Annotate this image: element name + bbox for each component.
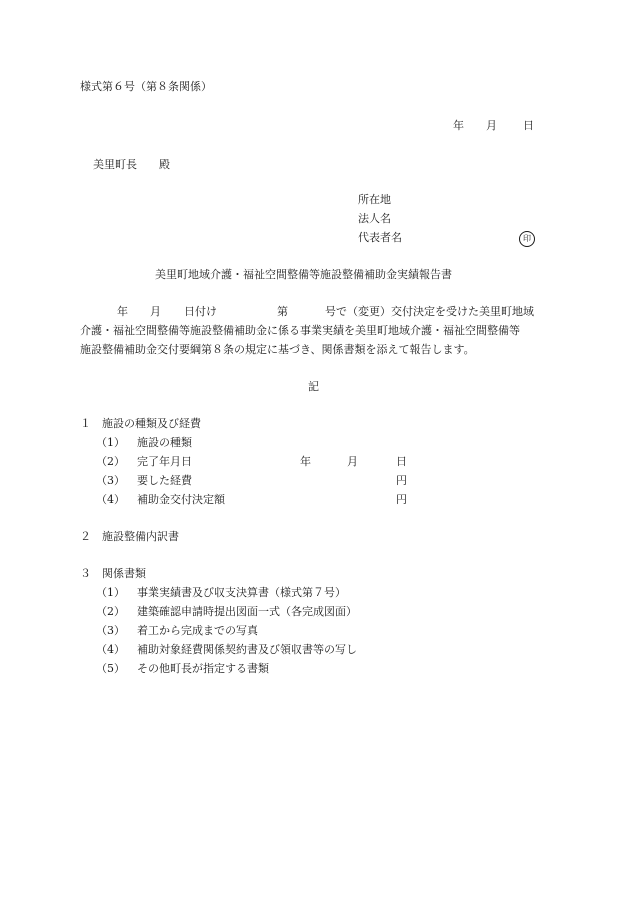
ki-heading: 記: [308, 380, 319, 393]
completion-year: 年: [300, 455, 311, 468]
addressee: 美里町長 殿: [93, 158, 170, 171]
body-line1-rest: 号で（変更）交付決定を受けた美里町地域: [325, 305, 534, 318]
body-year: 年: [117, 305, 128, 318]
section-2-number: ２: [80, 530, 91, 543]
section-1-item-3-label: 要した経費: [137, 474, 192, 487]
section-3-item-5-label: その他町長が指定する書類: [137, 662, 269, 675]
section-1-item-4-num: （4）: [96, 493, 125, 506]
body-day-dated: 日付け: [184, 305, 217, 318]
address-label: 所在地: [358, 193, 391, 206]
body-number-prefix: 第: [277, 305, 288, 318]
section-3-item-5-num: （5）: [96, 662, 125, 675]
corporation-label: 法人名: [358, 212, 391, 225]
section-1-title: 施設の種類及び経費: [102, 417, 201, 430]
body-line-3: 施設整備補助金交付要綱第８条の規定に基づき、関係書類を添えて報告します。: [80, 343, 475, 356]
section-3-item-1-label: 事業実績書及び収支決算書（様式第７号）: [137, 586, 346, 599]
section-3-item-1-num: （1）: [96, 586, 125, 599]
subsidy-yen-unit: 円: [396, 493, 407, 506]
completion-month: 月: [347, 455, 358, 468]
document-title: 美里町地域介護・福祉空間整備等施設整備補助金実績報告書: [155, 268, 452, 281]
section-1-item-1-num: （1）: [96, 436, 125, 449]
body-month: 月: [150, 305, 161, 318]
section-3-item-2-label: 建築確認申請時提出図面一式（各完成図面）: [137, 605, 357, 618]
section-1-item-4-label: 補助金交付決定額: [137, 493, 225, 506]
date-month: 月: [486, 119, 497, 132]
section-1-number: １: [80, 417, 91, 430]
section-3-title: 関係書類: [102, 567, 146, 580]
section-1-item-2-label: 完了年月日: [137, 455, 192, 468]
section-1-item-2-num: （2）: [96, 455, 125, 468]
expense-yen-unit: 円: [396, 474, 407, 487]
date-day: 日: [523, 119, 534, 132]
date-year: 年: [453, 119, 464, 132]
section-1-item-1-label: 施設の種類: [137, 436, 192, 449]
section-3-item-3-num: （3）: [96, 624, 125, 637]
section-3-item-4-num: （4）: [96, 643, 125, 656]
section-3-item-4-label: 補助対象経費関係契約書及び領収書等の写し: [137, 643, 357, 656]
form-number: 様式第６号（第８条関係）: [80, 80, 212, 93]
body-line-2: 介護・福祉空間整備等施設整備補助金に係る事業実績を美里町地域介護・福祉空間整備等: [80, 324, 520, 337]
section-1-item-3-num: （3）: [96, 474, 125, 487]
section-2-title: 施設整備内訳書: [102, 530, 179, 543]
section-3-number: ３: [80, 567, 91, 580]
section-3-item-3-label: 着工から完成までの写真: [137, 624, 258, 637]
completion-day: 日: [396, 455, 407, 468]
seal-mark: 印: [519, 231, 535, 247]
representative-label: 代表者名: [358, 231, 402, 244]
section-3-item-2-num: （2）: [96, 605, 125, 618]
